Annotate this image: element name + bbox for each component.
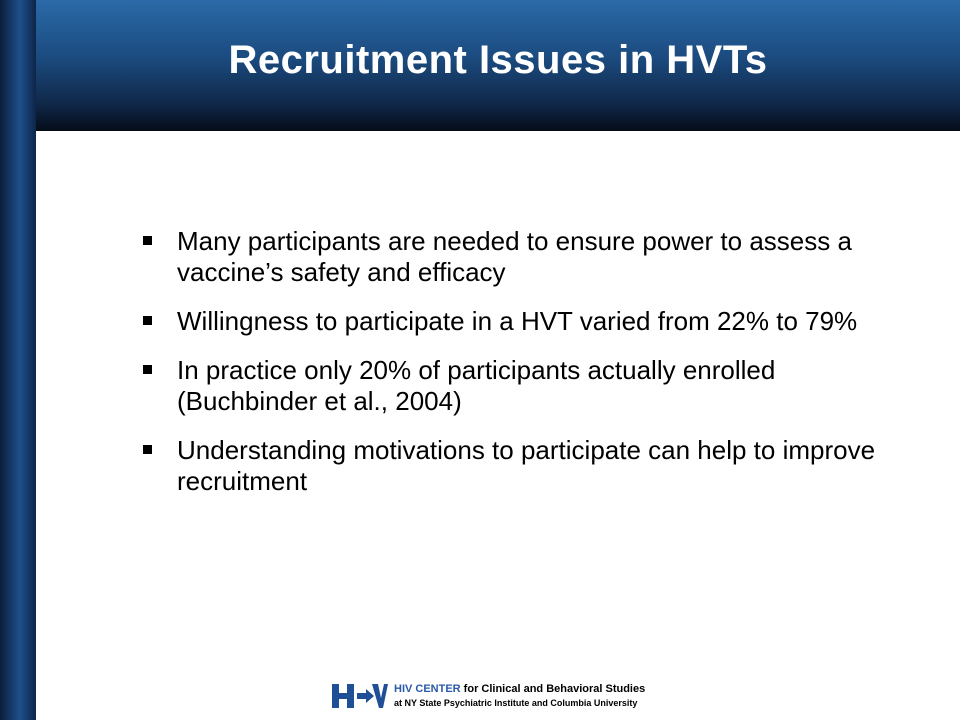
bullet-text: In practice only 20% of participants actually enrolled (Buchbinder et al., 2004) (177, 355, 776, 416)
bullet-text: Many participants are needed to ensure power to assess a vaccine’s safety and efficacy (177, 226, 852, 287)
left-accent-bar (0, 0, 36, 720)
footer (330, 680, 645, 712)
footer-center-rest: for Clinical and Behavioral Studies (460, 683, 646, 695)
footer-text (394, 682, 645, 710)
bullet-text: Understanding motivations to participate can help to improve recruitment (177, 435, 876, 496)
square-bullet-icon (143, 236, 152, 245)
square-bullet-icon (143, 316, 152, 325)
footer-center-label: HIV CENTER (394, 683, 461, 695)
bullet-item (143, 355, 883, 417)
square-bullet-icon (143, 445, 152, 454)
bullet-item (143, 226, 883, 288)
bullet-item (143, 306, 883, 337)
footer-title (394, 682, 645, 696)
bullet-list (143, 226, 883, 515)
square-bullet-icon (143, 365, 152, 374)
slide-title: Recruitment Issues in HVTs (228, 38, 768, 82)
bullet-text: Willingness to participate in a HVT varied from 22% to 79% (177, 306, 858, 336)
footer-institution: at NY State Psychiatric Institute and Columbia University (394, 698, 638, 708)
bullet-item (143, 435, 883, 497)
hiv-center-logo-icon (330, 681, 388, 711)
